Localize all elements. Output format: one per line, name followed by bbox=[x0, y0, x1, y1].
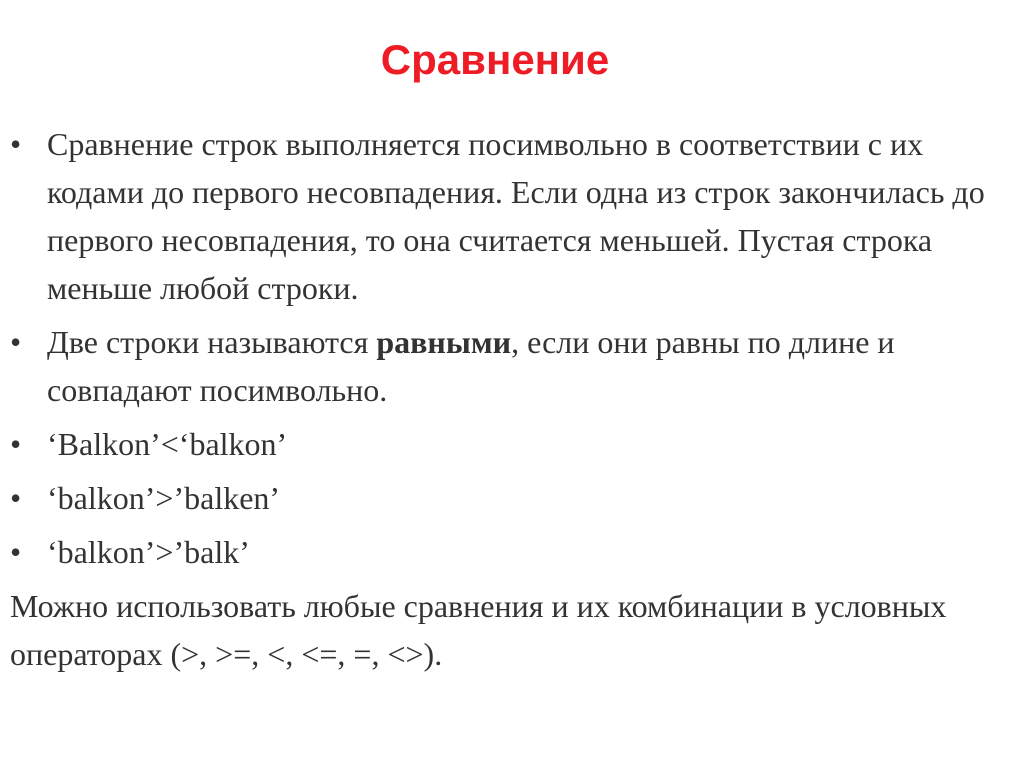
bullet-text-before: Две строки называются bbox=[47, 324, 377, 360]
bullet-text: Сравнение строк выполняется посимвольно в соответствии с их кодами до первого несовпадения. Если одна из строк закончилась до первого несовпадения, то она считается меньшей. Пустая строка меньше любой строки. bbox=[47, 126, 985, 306]
slide-title: Сравнение bbox=[380, 36, 610, 83]
bullet-text: ‘balkon’>’balken’ bbox=[47, 480, 281, 516]
bullet-icon: • bbox=[10, 480, 22, 516]
bullet-text-after: , если они равны по длине и совпадают посимвольно. bbox=[47, 324, 895, 408]
slide-content bbox=[10, 120, 1010, 678]
bullet-item bbox=[10, 474, 1010, 522]
bullet-text: ‘balkon’>’balk’ bbox=[47, 534, 250, 570]
bullet-text-bold: равными bbox=[376, 324, 512, 360]
bullet-text: ‘Balkon’<‘balkon’ bbox=[47, 426, 288, 462]
bullet-icon: • bbox=[10, 534, 22, 570]
bullet-item bbox=[10, 120, 1010, 312]
footer-paragraph: Можно использовать любые сравнения и их комбинации в условных операторах (>, >=, <, <=, =, <>). bbox=[10, 588, 947, 672]
bullet-item bbox=[10, 528, 1010, 576]
bullet-icon: • bbox=[10, 426, 22, 462]
bullet-icon: • bbox=[10, 324, 22, 360]
bullet-item bbox=[10, 420, 1010, 468]
bullet-icon: • bbox=[10, 126, 22, 162]
bullet-item bbox=[10, 318, 1010, 414]
